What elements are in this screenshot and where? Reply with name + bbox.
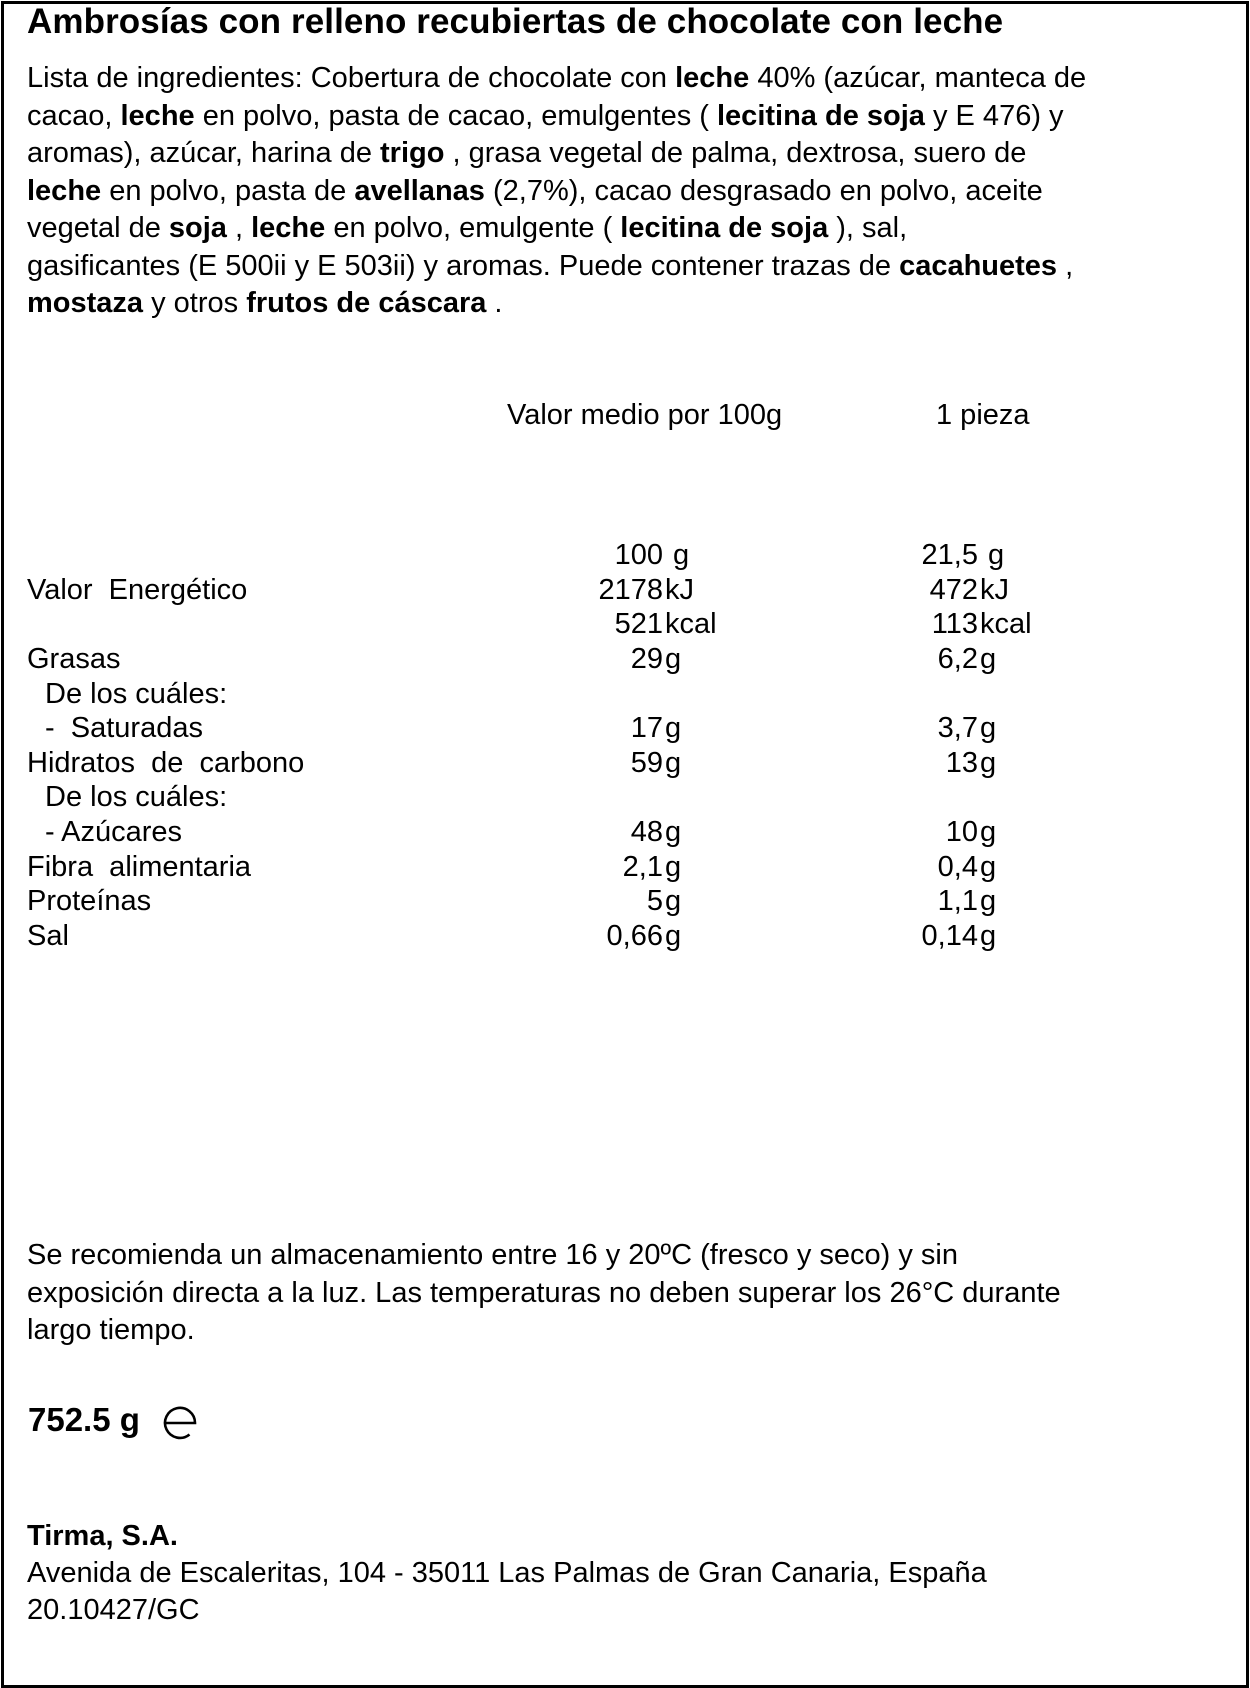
ingredients-line	[27, 98, 1222, 136]
unit-per-100g: kcal	[665, 608, 717, 640]
value-per-100g: 17	[630, 712, 663, 744]
ingredient-text: Lista de ingredientes: Cobertura de chocolate con	[27, 62, 676, 94]
ingredient-text: vegetal de	[27, 212, 169, 244]
ingredient-text: y E 476) y	[924, 99, 1064, 132]
value-per-portion: 472	[929, 574, 978, 606]
company-name: Tirma, S.A.	[27, 1520, 178, 1552]
ingredient-text: 40% (azúcar, manteca de	[749, 62, 1087, 94]
column-header-per-100g: Valor medio por 100g	[507, 399, 783, 431]
ingredient-text: aromas), azúcar, harina de	[27, 137, 381, 169]
value-per-100g: 48	[630, 816, 663, 848]
nutrient-label: Hidratos de carbono	[27, 747, 305, 779]
ingredient-text: (2,7%), cacao desgrasado en polvo, aceite	[484, 174, 1043, 207]
ingredient-text: en polvo, emulgente (	[325, 212, 621, 244]
value-per-100g: 5	[646, 885, 663, 917]
unit-per-portion: g	[980, 851, 997, 883]
value-per-portion: 1,1	[937, 885, 978, 917]
unit-per-portion: g	[980, 747, 997, 779]
allergen-highlight: leche	[675, 62, 750, 94]
value-per-portion: 13	[945, 747, 978, 779]
nutrient-label: De los cuáles:	[45, 678, 228, 710]
storage-line: largo tiempo.	[27, 1314, 195, 1346]
value-per-100g: 521	[614, 608, 663, 640]
nutrient-label: Proteínas	[27, 885, 152, 917]
nutrient-label: - Azúcares	[45, 816, 182, 848]
value-per-100g: 100	[614, 539, 663, 571]
unit-per-portion: kJ	[980, 574, 1009, 606]
value-per-portion: 10	[945, 816, 978, 848]
ingredients-line	[27, 210, 1222, 248]
ingredients-line	[27, 173, 1222, 211]
allergen-highlight: cacahuetes	[899, 249, 1058, 282]
allergen-highlight: leche	[120, 99, 195, 132]
value-per-100g: 0,66	[606, 920, 663, 952]
value-per-100g: 2,1	[622, 851, 663, 883]
unit-per-portion: g	[980, 539, 1005, 571]
unit-per-portion: g	[980, 643, 997, 675]
unit-per-100g: g	[665, 747, 682, 779]
ingredient-text: .	[486, 287, 503, 319]
value-per-portion: 0,4	[937, 851, 978, 883]
nutrient-label: Sal	[27, 920, 69, 952]
storage-instructions	[27, 1237, 1061, 1350]
nutrient-label: Fibra alimentaria	[27, 851, 252, 883]
allergen-highlight: mostaza	[27, 287, 144, 319]
ingredient-text: y otros	[143, 287, 247, 319]
allergen-highlight: lecitina de soja	[620, 212, 829, 244]
e-mark-icon	[161, 1406, 199, 1440]
unit-per-portion: g	[980, 712, 997, 744]
unit-per-100g: g	[665, 851, 682, 883]
allergen-highlight: lecitina de soja	[717, 99, 925, 132]
nutrient-label: De los cuáles:	[45, 781, 228, 813]
ingredients-line	[27, 135, 1222, 173]
allergen-highlight: avellanas	[354, 174, 485, 207]
value-per-portion: 21,5	[921, 539, 978, 571]
ingredient-text: en polvo, pasta de cacao, emulgentes (	[194, 99, 717, 132]
nutrient-label: Grasas	[27, 643, 121, 675]
product-title: Ambrosías con relleno recubiertas de chocolate con leche	[27, 2, 1004, 41]
company-address: Avenida de Escaleritas, 104 - 35011 Las Palmas de Gran Canaria, España	[27, 1557, 987, 1589]
allergen-highlight: leche	[27, 174, 102, 207]
allergen-highlight: leche	[251, 212, 326, 244]
ingredient-text: ,	[226, 212, 252, 244]
value-per-100g: 59	[630, 747, 663, 779]
ingredient-text: gasificantes (E 500ii y E 503ii) y aromas. Puede contener trazas de	[27, 249, 900, 282]
unit-per-100g: g	[665, 920, 682, 952]
ingredient-text: cacao,	[27, 99, 121, 132]
label-frame	[1, 1, 1249, 1688]
ingredients-line	[27, 285, 1222, 323]
net-weight: 752.5 g	[28, 1401, 140, 1438]
value-per-portion: 113	[931, 608, 978, 640]
ingredients-line	[27, 60, 1222, 98]
unit-per-100g: g	[665, 643, 682, 675]
unit-per-100g: g	[665, 816, 682, 848]
unit-per-100g: g	[665, 712, 682, 744]
nutrient-label: - Saturadas	[45, 712, 203, 744]
ingredients-line	[27, 248, 1222, 286]
ingredient-text: ,	[1057, 249, 1074, 282]
unit-per-portion: kcal	[980, 608, 1032, 640]
ingredient-text: , grasa vegetal de palma, dextrosa, suero de	[444, 137, 1027, 169]
nutrient-label: Valor Energético	[27, 574, 248, 606]
registry-code: 20.10427/GC	[27, 1594, 200, 1626]
unit-per-100g: g	[665, 885, 682, 917]
unit-per-100g: g	[665, 539, 690, 571]
unit-per-portion: g	[980, 816, 997, 848]
allergen-highlight: frutos de cáscara	[246, 287, 487, 319]
storage-line: Se recomienda un almacenamiento entre 16 y 20ºC (fresco y seco) y sin	[27, 1239, 958, 1271]
unit-per-portion: g	[980, 885, 997, 917]
unit-per-portion: g	[980, 920, 997, 952]
column-header-per-portion: 1 pieza	[936, 399, 1030, 431]
unit-per-100g: kJ	[665, 574, 694, 606]
value-per-portion: 0,14	[921, 920, 978, 952]
allergen-highlight: trigo	[380, 137, 445, 169]
ingredient-text: en polvo, pasta de	[101, 174, 355, 207]
ingredient-text: ), sal,	[828, 212, 908, 244]
value-per-portion: 6,2	[937, 643, 978, 675]
ingredients-list	[27, 60, 1222, 323]
value-per-portion: 3,7	[937, 712, 978, 744]
storage-line: exposición directa a la luz. Las temperaturas no deben superar los 26°C durante	[27, 1276, 1061, 1309]
value-per-100g: 2178	[598, 574, 663, 606]
value-per-100g: 29	[630, 643, 663, 675]
allergen-highlight: soja	[168, 212, 227, 244]
